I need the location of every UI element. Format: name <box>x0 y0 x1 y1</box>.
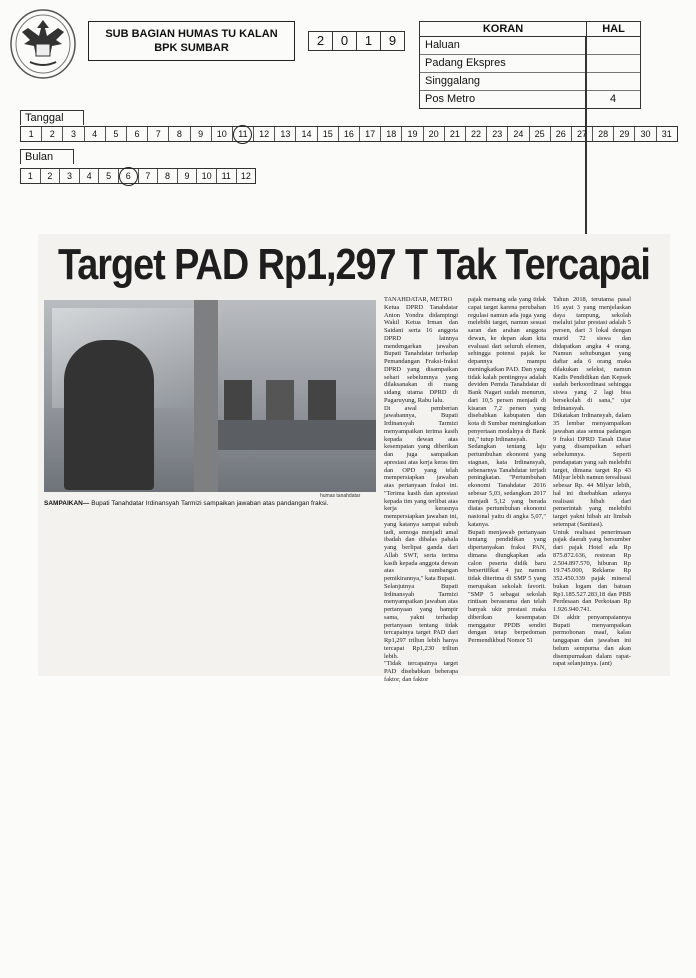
tanggal-day-cell: 9 <box>190 127 211 141</box>
tanggal-day-cell: 16 <box>338 127 359 141</box>
newspaper-name: Pos Metro <box>420 91 586 435</box>
tanggal-day-cell: 30 <box>634 127 655 141</box>
tanggal-day-cell: 24 <box>507 127 528 141</box>
tanggal-day-cell: 12 <box>253 127 274 141</box>
tanggal-day-cell: 22 <box>465 127 486 141</box>
bulan-month-cell: 1 <box>27 171 33 181</box>
newspaper-name: Padang Ekspres <box>420 55 586 399</box>
tanggal-day-cell: 14 <box>295 127 316 141</box>
bulan-month-cell: 5 <box>98 169 118 183</box>
tanggal-day-cell: 25 <box>529 127 550 141</box>
tanggal-day-cell: 6 <box>126 127 147 141</box>
year-digit: 1 <box>356 32 380 50</box>
bulan-month-cell: 6 <box>118 169 138 183</box>
tanggal-day-cell: 5 <box>105 127 126 141</box>
article-column-1: TANAHDATAR, METRO Ketua DPRD Tanahdatar Anton Yondra didampingi Wakil Ketua Irman dan Saidani serta 16 anggota DPRD lainnya mendengarkan jawaban Bupati Tanahdatar terhadap Pemandangan Fraksi-fraksi DPRD yang disampaikan sehari sebelumnya yang dilaksanakan di ruang sidang utama DPRD di Pagaruyung, Rabu lalu. Di awal pemberian jawabannya, Bupati Irdinansyah Tarmizi menyampaikan terima kasih kepada dewan atas kesempatan yang diberikan dan juga sampaikan apresiasi atas kerja keras tim dan OPD yang telah mempersiapkan jawaban atas pertanyaan fraksi ini. "Terima kasih dan apresiasi kepada tim yang terlibat atas kerja kerasnya mempersiapkan jawaban ini, yang katanya sampai subuh tadi, semoga menjadi amal ibadah dan dibalas pahala yang berlipat ganda dari Allah SWT, serta terima kasih kepada anggota dewan atas sumbangan pemikirannya," kata Bupati. Selanjutnya Bupati Irdinansyah Tarmizi menyampaikan jawaban atas pertanyaan yang hampir sama, yakni terhadap pertanyaan tentang tidak tercapainya target PAD dari Rp1,297 triliun lebih hanya tercapai Rp1,230 triliun lebih. "Tidak tercapainya target PAD disebabkan beberapa faktor, dan faktor <box>384 296 458 683</box>
tanggal-day-cell: 26 <box>550 127 571 141</box>
tanggal-day-cell: 8 <box>168 127 189 141</box>
newspaper-row <box>420 55 640 73</box>
tanggal-day-cell: 23 <box>486 127 507 141</box>
tanggal-day-cell: 2 <box>41 127 62 141</box>
year-digit: 0 <box>332 32 356 50</box>
bulan-month-cell: 7 <box>138 169 158 183</box>
koran-header: KORAN <box>420 22 587 366</box>
year-digit: 9 <box>380 32 404 50</box>
garuda-emblem-icon <box>8 6 78 80</box>
tanggal-day-cell: 31 <box>656 127 677 141</box>
bulan-month-cell: 4 <box>79 169 99 183</box>
newspaper-row <box>420 37 640 55</box>
bulan-label: Bulan <box>20 149 74 164</box>
bulan-month-cell: 10 <box>196 169 216 183</box>
year-digit: 2 <box>316 33 325 48</box>
bulan-month-cell: 9 <box>177 169 197 183</box>
bulan-month-cell: 2 <box>40 169 60 183</box>
bulan-month-cell: 12 <box>236 169 256 183</box>
article-photo <box>44 300 376 492</box>
tanggal-day-cell: 1 <box>28 129 34 139</box>
tanggal-day-cell: 17 <box>359 127 380 141</box>
tanggal-day-cell: 29 <box>613 127 634 141</box>
tanggal-day-cell: 7 <box>147 127 168 141</box>
photo-speaker <box>64 340 154 490</box>
tanggal-day-cell: 28 <box>592 127 613 141</box>
article-column-3: Tahun 2018, terutama pasal 16 ayat 3 yang menjelaskan daya tampung, sekolah melalui jalur prestasi adalah 5 persen, dari 3 lokal dengan murid 72 siswa dan didapatkan angka 4 orang. Namun sehubungan yang daftar ada 6 orang maka dilakukan seleksi, namun Kadis Pendidikan dan Kepsek sudah berkoordinasi sehingga siswa yang 2 lagi bisa bersekolah di sana," ujar Irdinansyah. Dikatakan Irdinansyah, dalam 35 lembar menyampaikan jawaban atas semua padangan 9 fraksi DPRD Tanah Datar yang disampaikan sehari sebelumnya. Seperti pendapatan yang sah melebihi target, dimana target Rp 43 Milyar lebih namun terealisasi sebesar Rp. 44 Milyar lebih, hal ini disebabkan adanya realisasi hibah dari pemerintah yang melebihi target yakni hibah air limbah setempat (Sanitasi). Untuk realisasi penerimaan pajak daerah yang bersumber dari pajak Hotel ada Rp 875.872.636, restoran Rp 2.504.897.570, hiburan Rp 19.745.000, Reklame Rp 352.450.339 pajak mineral bukan logam dan batuan Rp1.185.527.283,18 dan PBB Perdesaan dan Perkotaan Rp 1.926.940.741. Di akhir penyampaiannya Bupati menyampaikan permohonan maaf, kalau tanggapan dan jawaban ini belum sempurna dan akan disempurnakan dalam rapat-rapat selanjutnya. (ant) <box>553 296 631 668</box>
tanggal-row <box>20 126 678 142</box>
article-column-2: pajak memang ada yang tidak capai target karena perubahan regulasi namun ada juga yang melebihi target, namun sesuai saran dan arahan anggota dewan, ke depan akan kita evaluasi dari seluruh elemen, sehingga potensi pajak ke depannya mampu meningkatkan PAD. Dan yang tidak kalah pentingnya adalah deviden Pemda Tanahdatar di Bank Nagari sudah menurun, dari 10,5 persen menjadi di kisaran 7,2 persen yang disebabkan kabupaten dan kota di Sumbar meningkatkan penyertaan modalnya di Bank ini," tutup Irdinansyah. Sedangkan tentang laju pertumbuhan ekonomi yang stagnan, kata Irdinansyah, sebenarnya Tanahdatar terjadi peningkatan. "Pertumbuhan ekonomi Tanahdatar 2016 sebesar 5,03, sedangkan 2017 menjadi 5,12 yang berada diatas pertumbuhan ekonomi nasional yaitu di angka 5,07," katanya. Bupati menjawab pertanyaan tentang pendidikan yang dipertanyakan fraksi PAN, dimana diungkapkan ada calon peserta didik baru bersertifikat 4 juz namun tidak diterima di SMP 5 yang merupakan sekolah favorit. "SMP 5 sebagai sekolah rintisan berasrama dan telah banyak ukir prestasi maka diberikan kesempatan menggatur PPDB sendiri dengan tetap berpedoman Permendikbud Nomor 51 <box>468 296 546 644</box>
tanggal-day-cell: 18 <box>380 127 401 141</box>
bulan-month-cell: 8 <box>157 169 177 183</box>
newspaper-name: Singgalang <box>420 73 586 417</box>
photo-table <box>214 420 376 450</box>
bulan-month-cell: 11 <box>216 169 236 183</box>
tanggal-day-cell: 4 <box>84 127 105 141</box>
tanggal-day-cell: 19 <box>401 127 422 141</box>
agency-line-1: SUB BAGIAN HUMAS TU KALAN <box>105 28 278 40</box>
tanggal-day-cell: 3 <box>62 127 83 141</box>
photo-caption <box>44 500 374 508</box>
year-box <box>308 31 405 51</box>
newspaper-page: 4 <box>609 93 617 105</box>
newspaper-row <box>420 73 640 91</box>
tanggal-day-cell: 27 <box>571 127 592 141</box>
tanggal-day-cell: 11 <box>232 127 253 141</box>
bulan-month-cell: 3 <box>59 169 79 183</box>
hal-header: HAL <box>602 23 625 35</box>
agency-box <box>88 21 295 61</box>
newspaper-name: Haluan <box>420 37 586 381</box>
tanggal-label: Tanggal <box>20 110 84 125</box>
photo-pillar <box>194 300 218 492</box>
tanggal-day-cell: 10 <box>211 127 232 141</box>
newspaper-row <box>420 91 640 108</box>
tanggal-day-cell: 15 <box>317 127 338 141</box>
agency-line-2: BPK SUMBAR <box>154 42 229 54</box>
newspaper-table-header <box>420 22 640 37</box>
newspaper-table <box>419 21 641 109</box>
tanggal-day-cell: 13 <box>274 127 295 141</box>
tanggal-day-cell: 21 <box>444 127 465 141</box>
bulan-row <box>20 168 256 184</box>
caption-text: Bupati Tanahdatar Irdinansyah Tarmizi sampaikan jawaban atas pandangan fraksi. <box>89 500 329 507</box>
caption-lead: SAMPAIKAN— <box>44 500 90 507</box>
article-headline: Target PAD Rp1,297 T Tak Tercapai <box>58 240 650 289</box>
photo-credit: humas tanahdatar <box>320 493 361 499</box>
photo-audience <box>224 380 364 420</box>
tanggal-day-cell: 20 <box>423 127 444 141</box>
